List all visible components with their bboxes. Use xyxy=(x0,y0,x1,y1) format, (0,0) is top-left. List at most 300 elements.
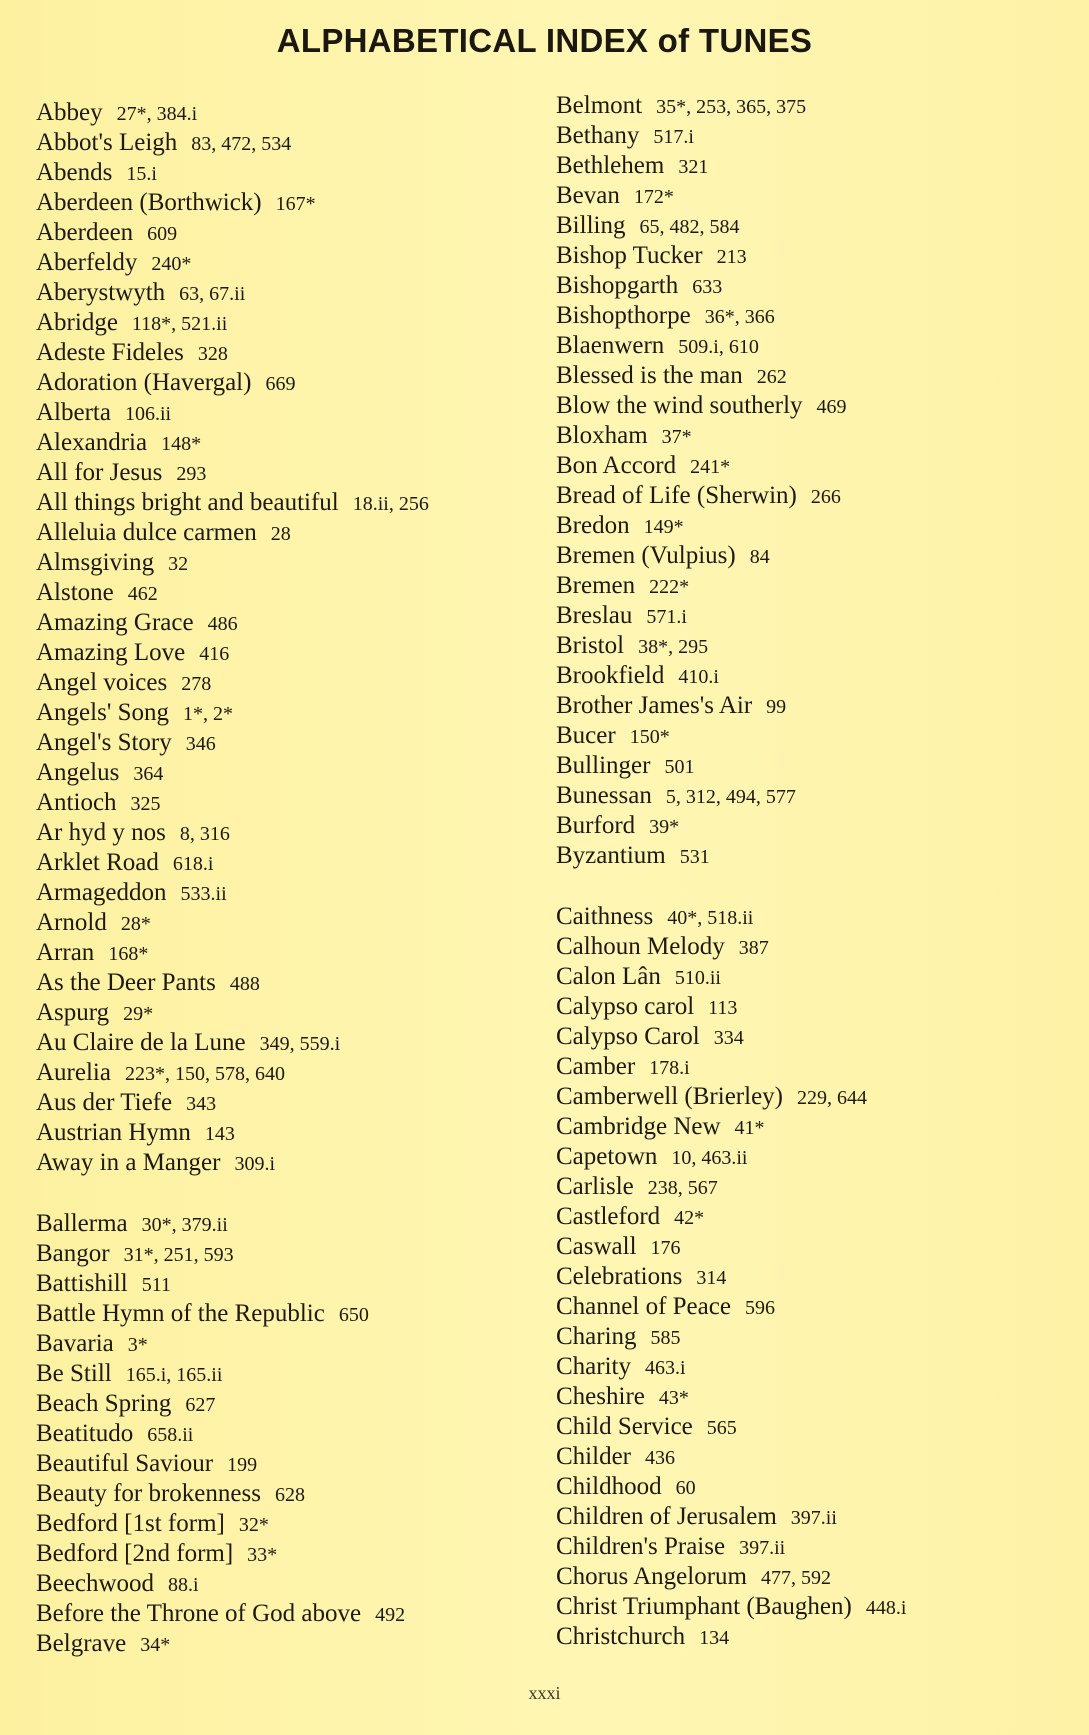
hymn-numbers: 501 xyxy=(664,756,695,778)
index-entry xyxy=(36,788,429,818)
hymn-numbers: 99 xyxy=(766,696,787,718)
hymn-numbers: 238, 567 xyxy=(647,1177,718,1199)
hymn-numbers: 517.i xyxy=(653,126,694,148)
hymn-numbers: 38*, 295 xyxy=(638,636,709,658)
index-entry xyxy=(36,1389,429,1419)
hymn-numbers: 436 xyxy=(645,1447,675,1469)
index-entry xyxy=(556,91,906,121)
index-entry xyxy=(36,1269,429,1299)
tune-name: Charity xyxy=(556,1353,631,1380)
tune-name: Billing xyxy=(556,212,626,239)
index-entry xyxy=(36,308,429,338)
tune-name: Cambridge New xyxy=(556,1113,721,1140)
hymn-numbers: 346 xyxy=(185,733,216,755)
hymn-numbers: 35*, 253, 365, 375 xyxy=(656,96,807,118)
hymn-numbers: 349, 559.i xyxy=(259,1033,341,1055)
tune-name: Bavaria xyxy=(36,1330,114,1357)
hymn-numbers: 262 xyxy=(756,366,787,388)
tune-name: Bon Accord xyxy=(556,452,677,479)
index-entry xyxy=(36,488,429,518)
tune-name: Belgrave xyxy=(36,1630,127,1657)
tune-name: Bevan xyxy=(556,182,620,209)
hymn-numbers: 571.i xyxy=(646,606,687,628)
tune-name: Austrian Hymn xyxy=(36,1119,191,1146)
index-entry xyxy=(556,781,906,811)
index-entry xyxy=(556,511,906,541)
hymn-numbers: 43* xyxy=(658,1387,689,1409)
index-entry xyxy=(556,361,906,391)
tune-name: Be Still xyxy=(36,1360,112,1387)
hymn-numbers: 241* xyxy=(690,456,731,478)
hymn-numbers: 321 xyxy=(678,156,709,178)
tune-name: Ballerma xyxy=(36,1210,128,1237)
tune-name: Bethany xyxy=(556,122,640,149)
tune-name: Bedford [2nd form] xyxy=(36,1540,234,1567)
hymn-numbers: 343 xyxy=(186,1093,217,1115)
hymn-numbers: 5, 312, 494, 577 xyxy=(665,786,796,808)
tune-name: Before the Throne of God above xyxy=(36,1600,362,1627)
tune-name: Castleford xyxy=(556,1203,661,1230)
index-entry xyxy=(556,1262,906,1292)
hymn-numbers: 134 xyxy=(699,1627,730,1649)
hymn-numbers: 149* xyxy=(643,516,684,538)
index-entry xyxy=(556,962,906,992)
index-entry xyxy=(556,331,906,361)
tune-name: Aspurg xyxy=(36,999,110,1026)
index-entry xyxy=(36,458,429,488)
tune-name: Abbey xyxy=(36,99,103,126)
index-entry xyxy=(36,1419,429,1449)
hymn-numbers: 628 xyxy=(274,1484,305,1506)
tune-name: As the Deer Pants xyxy=(36,969,216,996)
hymn-numbers: 585 xyxy=(650,1327,681,1349)
index-entry xyxy=(556,1442,906,1472)
tune-name: Camberwell (Brierley) xyxy=(556,1083,783,1110)
index-entry xyxy=(36,188,429,218)
index-entry xyxy=(36,1359,429,1389)
hymn-numbers: 397.ii xyxy=(790,1507,837,1529)
tune-name: Aberdeen (Borthwick) xyxy=(36,189,262,216)
hymn-numbers: 84 xyxy=(749,546,770,568)
hymn-numbers: 28* xyxy=(120,913,151,935)
hymn-numbers: 30*, 379.ii xyxy=(141,1214,228,1236)
index-entry xyxy=(556,631,906,661)
index-entry xyxy=(36,548,429,578)
index-entry xyxy=(36,98,429,128)
hymn-numbers: 32 xyxy=(168,553,189,575)
tune-name: Capetown xyxy=(556,1143,658,1170)
tune-name: Alstone xyxy=(36,579,114,606)
index-entry xyxy=(36,1118,429,1148)
index-entry xyxy=(556,1322,906,1352)
hymn-numbers: 199 xyxy=(227,1454,258,1476)
hymn-numbers: 118*, 521.ii xyxy=(131,313,228,335)
hymn-numbers: 60 xyxy=(675,1477,696,1499)
hymn-numbers: 618.i xyxy=(172,853,214,875)
tune-name: Adeste Fideles xyxy=(36,339,184,366)
tune-name: Beach Spring xyxy=(36,1390,172,1417)
hymn-numbers: 266 xyxy=(810,486,841,508)
index-entry xyxy=(556,1202,906,1232)
hymn-numbers: 565 xyxy=(706,1417,737,1439)
index-entry xyxy=(36,1299,429,1329)
tune-name: Byzantium xyxy=(556,842,666,869)
tune-name: All for Jesus xyxy=(36,459,163,486)
index-entry xyxy=(556,902,906,932)
index-entry xyxy=(36,1028,429,1058)
index-entry xyxy=(556,151,906,181)
index-entry xyxy=(556,121,906,151)
index-entry xyxy=(36,1058,429,1088)
index-entry xyxy=(556,1172,906,1202)
hymn-numbers: 596 xyxy=(744,1297,775,1319)
hymn-numbers: 42* xyxy=(674,1207,705,1229)
tune-name: Bloxham xyxy=(556,422,648,449)
hymn-numbers: 41* xyxy=(734,1117,765,1139)
hymn-numbers: 669 xyxy=(265,373,296,395)
hymn-numbers: 229, 644 xyxy=(797,1087,867,1109)
index-entry xyxy=(36,758,429,788)
tune-name: Beechwood xyxy=(36,1570,155,1597)
hymn-numbers: 486 xyxy=(207,613,238,635)
tune-name: Children of Jerusalem xyxy=(556,1503,777,1530)
tune-name: Childhood xyxy=(556,1473,662,1500)
index-entry xyxy=(556,1142,906,1172)
index-entry xyxy=(556,241,906,271)
tune-name: Antioch xyxy=(36,789,117,816)
index-entry xyxy=(556,1592,906,1622)
hymn-numbers: 29* xyxy=(123,1003,154,1025)
hymn-numbers: 492 xyxy=(375,1604,406,1626)
index-entry xyxy=(556,391,906,421)
hymn-numbers: 240* xyxy=(151,253,192,275)
index-entry xyxy=(556,451,906,481)
index-entry xyxy=(36,638,429,668)
hymn-numbers: 511 xyxy=(141,1274,171,1296)
hymn-numbers: 469 xyxy=(816,396,847,418)
tune-name: Camber xyxy=(556,1053,636,1080)
tune-name: Arnold xyxy=(36,909,107,936)
tune-name: Beautiful Saviour xyxy=(36,1450,214,1477)
index-entry xyxy=(36,398,429,428)
index-entry xyxy=(36,728,429,758)
index-entry xyxy=(556,181,906,211)
tune-name: Bangor xyxy=(36,1240,110,1267)
index-entry xyxy=(556,1112,906,1142)
hymn-numbers: 222* xyxy=(649,576,690,598)
tune-name: Aberdeen xyxy=(36,219,134,246)
index-entry xyxy=(36,128,429,158)
hymn-numbers: 65, 482, 584 xyxy=(639,216,740,238)
index-entry xyxy=(556,1622,906,1652)
tune-name: Angels' Song xyxy=(36,699,169,726)
hymn-numbers: 488 xyxy=(229,973,260,995)
index-entry xyxy=(36,218,429,248)
tune-name: Arran xyxy=(36,939,95,966)
tune-name: Brookfield xyxy=(556,662,665,689)
index-entry xyxy=(36,1239,429,1269)
hymn-numbers: 533.ii xyxy=(180,883,227,905)
tune-name: Children's Praise xyxy=(556,1533,726,1560)
tune-name: Bredon xyxy=(556,512,630,539)
index-entry xyxy=(36,998,429,1028)
index-entry xyxy=(556,1502,906,1532)
index-entry xyxy=(556,211,906,241)
index-entry xyxy=(36,608,429,638)
hymn-numbers: 293 xyxy=(176,463,207,485)
hymn-numbers: 32* xyxy=(238,1514,269,1536)
tune-name: Angel voices xyxy=(36,669,168,696)
hymn-numbers: 143 xyxy=(204,1123,235,1145)
tune-name: Bremen xyxy=(556,572,636,599)
index-entry xyxy=(36,1479,429,1509)
index-entry xyxy=(556,1562,906,1592)
hymn-numbers: 477, 592 xyxy=(760,1567,831,1589)
index-entry xyxy=(36,1569,429,1599)
hymn-numbers: 633 xyxy=(692,276,723,298)
hymn-numbers: 18.ii, 256 xyxy=(352,493,429,515)
tune-name: Calypso Carol xyxy=(556,1023,700,1050)
tune-name: Aberfeldy xyxy=(36,249,138,276)
tune-name: Aurelia xyxy=(36,1059,111,1086)
section-gap xyxy=(556,871,906,902)
index-entry xyxy=(556,721,906,751)
index-entry xyxy=(556,691,906,721)
hymn-numbers: 8, 316 xyxy=(179,823,230,845)
tune-name: Burford xyxy=(556,812,636,839)
tune-name: Calon Lân xyxy=(556,963,661,990)
tune-name: Abends xyxy=(36,159,113,186)
hymn-numbers: 176 xyxy=(650,1237,681,1259)
tune-name: Childer xyxy=(556,1443,631,1470)
hymn-numbers: 28 xyxy=(270,523,291,545)
index-entry xyxy=(36,518,429,548)
tune-name: Charing xyxy=(556,1323,637,1350)
tune-name: Ar hyd y nos xyxy=(36,819,166,846)
hymn-numbers: 462 xyxy=(127,583,158,605)
index-entry xyxy=(36,1209,429,1239)
tune-name: Calypso carol xyxy=(556,993,695,1020)
index-entry xyxy=(36,818,429,848)
tune-name: Caithness xyxy=(556,903,654,930)
tune-name: Alberta xyxy=(36,399,111,426)
index-entry xyxy=(556,271,906,301)
hymn-numbers: 63, 67.ii xyxy=(179,283,246,305)
page-number: xxxi xyxy=(528,1683,561,1703)
hymn-numbers: 40*, 518.ii xyxy=(667,907,754,929)
index-entry xyxy=(36,698,429,728)
tune-name: Bullinger xyxy=(556,752,651,779)
index-entry xyxy=(556,1382,906,1412)
index-entry xyxy=(36,368,429,398)
hymn-numbers: 364 xyxy=(133,763,164,785)
tune-name: Breslau xyxy=(556,602,633,629)
tune-name: Bedford [1st form] xyxy=(36,1510,225,1537)
index-entry xyxy=(556,301,906,331)
hymn-numbers: 3* xyxy=(127,1334,148,1356)
hymn-numbers: 309.i xyxy=(234,1153,276,1175)
index-entry xyxy=(36,1599,429,1629)
tune-name: Away in a Manger xyxy=(36,1149,221,1176)
index-entry xyxy=(556,571,906,601)
hymn-numbers: 278 xyxy=(181,673,212,695)
hymn-numbers: 410.i xyxy=(678,666,719,688)
index-entry xyxy=(36,938,429,968)
hymn-numbers: 150* xyxy=(629,726,670,748)
hymn-numbers: 387 xyxy=(738,937,769,959)
tune-name: Child Service xyxy=(556,1413,693,1440)
index-entry xyxy=(36,1539,429,1569)
index-entry xyxy=(556,1412,906,1442)
hymn-numbers: 165.i, 165.ii xyxy=(125,1364,223,1386)
index-entry xyxy=(36,578,429,608)
index-entry xyxy=(36,1088,429,1118)
hymn-numbers: 36*, 366 xyxy=(704,306,775,328)
hymn-numbers: 416 xyxy=(199,643,230,665)
hymn-numbers: 510.ii xyxy=(674,967,721,989)
hymn-numbers: 10, 463.ii xyxy=(671,1147,748,1169)
hymn-numbers: 106.ii xyxy=(124,403,172,425)
tune-name: Carlisle xyxy=(556,1173,634,1200)
index-entry xyxy=(36,1148,429,1178)
hymn-numbers: 33* xyxy=(247,1544,278,1566)
index-entry xyxy=(556,661,906,691)
tune-name: Cheshire xyxy=(556,1383,645,1410)
section-gap xyxy=(36,1178,429,1209)
tune-name: Adoration (Havergal) xyxy=(36,369,252,396)
index-entry xyxy=(36,338,429,368)
hymn-numbers: 627 xyxy=(185,1394,216,1416)
index-entry xyxy=(36,1449,429,1479)
index-entry xyxy=(556,1052,906,1082)
index-entry xyxy=(556,1022,906,1052)
index-entry xyxy=(36,278,429,308)
hymn-numbers: 39* xyxy=(649,816,680,838)
hymn-numbers: 88.i xyxy=(168,1574,199,1596)
tune-name: All things bright and beautiful xyxy=(36,489,339,516)
hymn-numbers: 325 xyxy=(130,793,161,815)
index-entry xyxy=(36,158,429,188)
hymn-numbers: 178.i xyxy=(649,1057,690,1079)
hymn-numbers: 15.i xyxy=(126,163,157,185)
tune-name: Alexandria xyxy=(36,429,148,456)
tune-name: Bucer xyxy=(556,722,616,749)
index-entry xyxy=(556,811,906,841)
index-entry xyxy=(36,848,429,878)
hymn-numbers: 83, 472, 534 xyxy=(191,133,292,155)
index-entry xyxy=(556,481,906,511)
tune-name: Almsgiving xyxy=(36,549,155,576)
tune-name: Celebrations xyxy=(556,1263,683,1290)
tune-name: Angelus xyxy=(36,759,120,786)
tune-name: Armageddon xyxy=(36,879,167,906)
tune-name: Brother James's Air xyxy=(556,692,753,719)
tune-name: Bishopthorpe xyxy=(556,302,691,329)
tune-name: Christ Triumphant (Baughen) xyxy=(556,1593,852,1620)
hymn-numbers: 223*, 150, 578, 640 xyxy=(124,1063,285,1085)
index-entry xyxy=(556,1472,906,1502)
index-entry xyxy=(556,1292,906,1322)
tune-name: Blessed is the man xyxy=(556,362,743,389)
hymn-numbers: 650 xyxy=(338,1304,369,1326)
index-entry xyxy=(36,1329,429,1359)
tune-name: Abbot's Leigh xyxy=(36,129,178,156)
hymn-numbers: 509.i, 610 xyxy=(678,336,759,358)
tune-name: Bremen (Vulpius) xyxy=(556,542,736,569)
tune-name: Bread of Life (Sherwin) xyxy=(556,482,797,509)
tune-name: Abridge xyxy=(36,309,118,336)
index-entry xyxy=(556,751,906,781)
tune-name: Bethlehem xyxy=(556,152,665,179)
tune-name: Chorus Angelorum xyxy=(556,1563,747,1590)
index-entry xyxy=(556,421,906,451)
index-entry xyxy=(556,1232,906,1262)
index-entry xyxy=(36,668,429,698)
hymn-numbers: 31*, 251, 593 xyxy=(123,1244,234,1266)
tune-name: Au Claire de la Lune xyxy=(36,1029,246,1056)
tune-name: Blow the wind southerly xyxy=(556,392,803,419)
hymn-numbers: 314 xyxy=(696,1267,727,1289)
hymn-numbers: 463.i xyxy=(645,1357,686,1379)
tune-name: Alleluia dulce carmen xyxy=(36,519,257,546)
page-title: ALPHABETICAL INDEX of TUNES xyxy=(276,22,813,59)
tune-name: Caswall xyxy=(556,1233,637,1260)
hymn-numbers: 148* xyxy=(161,433,202,455)
tune-name: Beatitudo xyxy=(36,1420,134,1447)
index-column-right xyxy=(556,91,906,1652)
index-entry xyxy=(556,1352,906,1382)
index-entry xyxy=(556,1532,906,1562)
index-entry xyxy=(36,968,429,998)
hymn-numbers: 167* xyxy=(275,193,316,215)
index-entry xyxy=(556,932,906,962)
tune-name: Channel of Peace xyxy=(556,1293,731,1320)
hymn-numbers: 609 xyxy=(147,223,178,245)
index-entry xyxy=(556,1082,906,1112)
index-column-left xyxy=(36,98,429,1659)
hymn-numbers: 37* xyxy=(661,426,692,448)
tune-name: Beauty for brokenness xyxy=(36,1480,261,1507)
index-entry xyxy=(36,908,429,938)
tune-name: Battishill xyxy=(36,1270,128,1297)
hymn-numbers: 34* xyxy=(140,1634,171,1656)
index-entry xyxy=(36,1629,429,1659)
index-entry xyxy=(36,878,429,908)
tune-name: Calhoun Melody xyxy=(556,933,725,960)
hymn-numbers: 397.ii xyxy=(739,1537,786,1559)
index-entry xyxy=(556,541,906,571)
hymn-numbers: 213 xyxy=(716,246,747,268)
hymn-numbers: 27*, 384.i xyxy=(116,103,198,125)
tune-name: Christchurch xyxy=(556,1623,686,1650)
tune-name: Blaenwern xyxy=(556,332,665,359)
index-entry xyxy=(556,841,906,871)
index-entry xyxy=(556,601,906,631)
hymn-numbers: 658.ii xyxy=(147,1424,194,1446)
tune-name: Belmont xyxy=(556,92,643,119)
tune-name: Bunessan xyxy=(556,782,652,809)
hymn-numbers: 448.i xyxy=(865,1597,907,1619)
tune-name: Aberystwyth xyxy=(36,279,166,306)
tune-name: Aus der Tiefe xyxy=(36,1089,173,1116)
tune-name: Bristol xyxy=(556,632,625,659)
tune-name: Bishopgarth xyxy=(556,272,679,299)
tune-name: Angel's Story xyxy=(36,729,172,756)
hymn-numbers: 334 xyxy=(713,1027,744,1049)
tune-name: Bishop Tucker xyxy=(556,242,703,269)
index-entry xyxy=(556,992,906,1022)
tune-name: Amazing Love xyxy=(36,639,186,666)
